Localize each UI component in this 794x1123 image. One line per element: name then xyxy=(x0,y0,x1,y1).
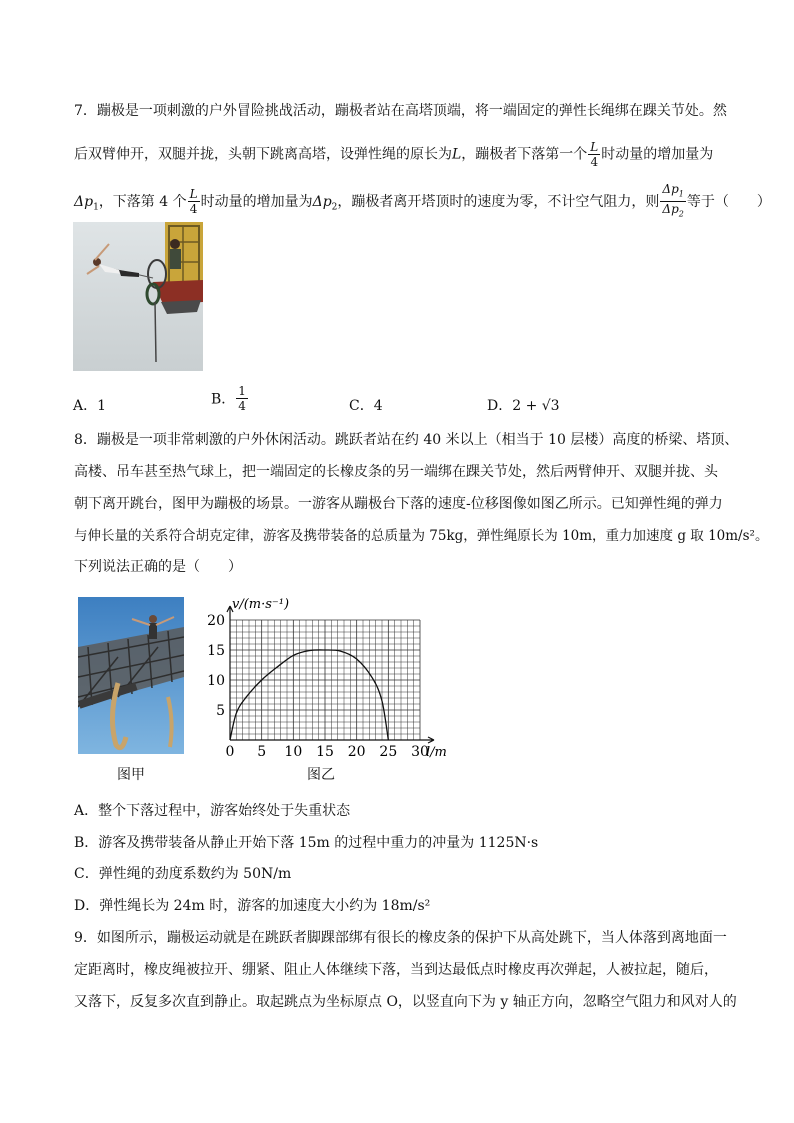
q8-option-d: D．弹性绳长为 24m 时，游客的加速度大小约为 18m/s² xyxy=(74,898,431,914)
y-tick-label: 15 xyxy=(207,643,225,659)
fig-a-caption: 图甲 xyxy=(117,767,145,783)
x-tick-label: 25 xyxy=(379,744,398,760)
q8-option-c: C．弹性绳的劲度系数约为 50N/m xyxy=(74,866,292,882)
q9-line-2: 定距离时，橡皮绳被拉开、绷紧、阻止人体继续下落，当到达最低点时橡皮再次弹起，人被拉起，随后， xyxy=(74,962,718,978)
q8-line-3: 朝下离开跳台，图甲为蹦极的场景。一游客从蹦极台下落的速度-位移图像如图乙所示。已知弹性绳的弹力 xyxy=(74,496,723,512)
q7-option-b: B． $\frac{1}{4}$ xyxy=(211,384,246,413)
q7-text: 后双臂伸开，双腿并拢，头朝下跳离高塔，设弹性绳的原长为 xyxy=(74,146,452,163)
x-tick-label: 10 xyxy=(284,744,303,760)
q7-line-2 xyxy=(74,140,713,169)
y-tick-label: 20 xyxy=(207,613,225,629)
fraction-dp1-over-dp2: $\frac{\Delta p_1}{\Delta p_2}$ xyxy=(662,182,684,219)
q7-line-1: 7．蹦极是一项刺激的户外冒险挑战活动，蹦极者站在高塔顶端，将一端固定的弹性长绳绑在踝关节处。然 xyxy=(74,103,727,119)
q7-line-3: $\Delta p_1$，下落第 4 个 $\frac{L}{4}$ 时动量的增加量为$\Delta p_2$，蹦极者离开塔顶时的速度为零，不计空气阻力，则 $\frac{\Delta p_1}{\Delta p_2}$ 等于（ ） xyxy=(74,182,771,222)
chart-axes xyxy=(227,606,434,743)
velocity-displacement-chart xyxy=(196,590,466,760)
y-tick-label: 10 xyxy=(207,673,225,689)
x-axis-label: l/m xyxy=(426,745,447,760)
fig-b-caption: 图乙 xyxy=(307,767,335,783)
delta-p2: Δp xyxy=(312,193,332,210)
fraction-L-over-4: $\frac{L}{4}$ xyxy=(590,140,599,169)
q7-text: 时动量的增加量为 xyxy=(200,193,313,210)
x-tick-label: 20 xyxy=(347,744,366,760)
q8-line-2: 高楼、吊车甚至热气球上，把一端固定的长橡皮条的另一端绑在踝关节处，然后两臂伸开、双腿并拢、头 xyxy=(74,464,718,480)
velocity-curve xyxy=(230,650,388,740)
q7-option-d: D．2 + √3 xyxy=(487,398,560,414)
q7-text: ，蹦极者下落第一个 xyxy=(461,146,588,163)
q8-option-a: A．整个下落过程中，游客始终处于失重状态 xyxy=(74,803,351,819)
y-tick-label: 5 xyxy=(216,703,225,719)
y-axis-label: v/(m·s⁻¹) xyxy=(232,597,290,612)
q7-text: 等于（ ） xyxy=(686,193,771,210)
q7-text: 时动量的增加量为 xyxy=(601,146,714,163)
q8-line-5: 下列说法正确的是（ ） xyxy=(74,559,242,575)
q8-line-1: 8．蹦极是一项非常刺激的户外休闲活动。跳跃者站在约 40 米以上（相当于 10 层楼）高度的桥梁、塔顶、 xyxy=(74,432,739,448)
q9-line-3: 又落下，反复多次直到静止。取起跳点为坐标原点 O，以竖直向下为 y 轴正方向，忽略空气阻力和风对人的 xyxy=(74,994,737,1010)
q7-option-c: C．4 xyxy=(349,398,383,414)
fraction-L-over-4: $\frac{L}{4}$ xyxy=(189,187,198,217)
delta-p1: Δp xyxy=(74,193,94,210)
bungee-photo-fig-a xyxy=(78,597,184,754)
bungee-photo-q7 xyxy=(73,222,203,371)
q8-line-4: 与伸长量的关系符合胡克定律，游客及携带装备的总质量为 75kg，弹性绳原长为 10m，重力加速度 g 取 10m/s²。 xyxy=(74,528,769,544)
q7-text: ，蹦极者离开塔顶时的速度为零，不计空气阻力，则 xyxy=(337,193,660,210)
q7-text: ，下落第 4 个 xyxy=(98,193,187,210)
x-tick-label: 5 xyxy=(257,744,267,760)
x-axis xyxy=(230,737,434,743)
q8-option-b: B．游客及携带装备从静止开始下落 15m 的过程中重力的冲量为 1125N·s xyxy=(74,835,539,851)
x-tick-label: 30 xyxy=(411,744,429,760)
chart-grid xyxy=(230,620,420,740)
q9-line-1: 9．如图所示，蹦极运动就是在跳跃者脚踝部绑有很长的橡皮条的保护下从高处跳下，当人体落到离地面一 xyxy=(74,930,727,946)
symbol-L: L xyxy=(452,146,462,163)
x-tick-label: 15 xyxy=(316,744,334,760)
x-tick-label: 0 xyxy=(225,744,235,760)
q7-option-a: A．1 xyxy=(73,398,107,414)
chart-ticks xyxy=(207,613,429,760)
